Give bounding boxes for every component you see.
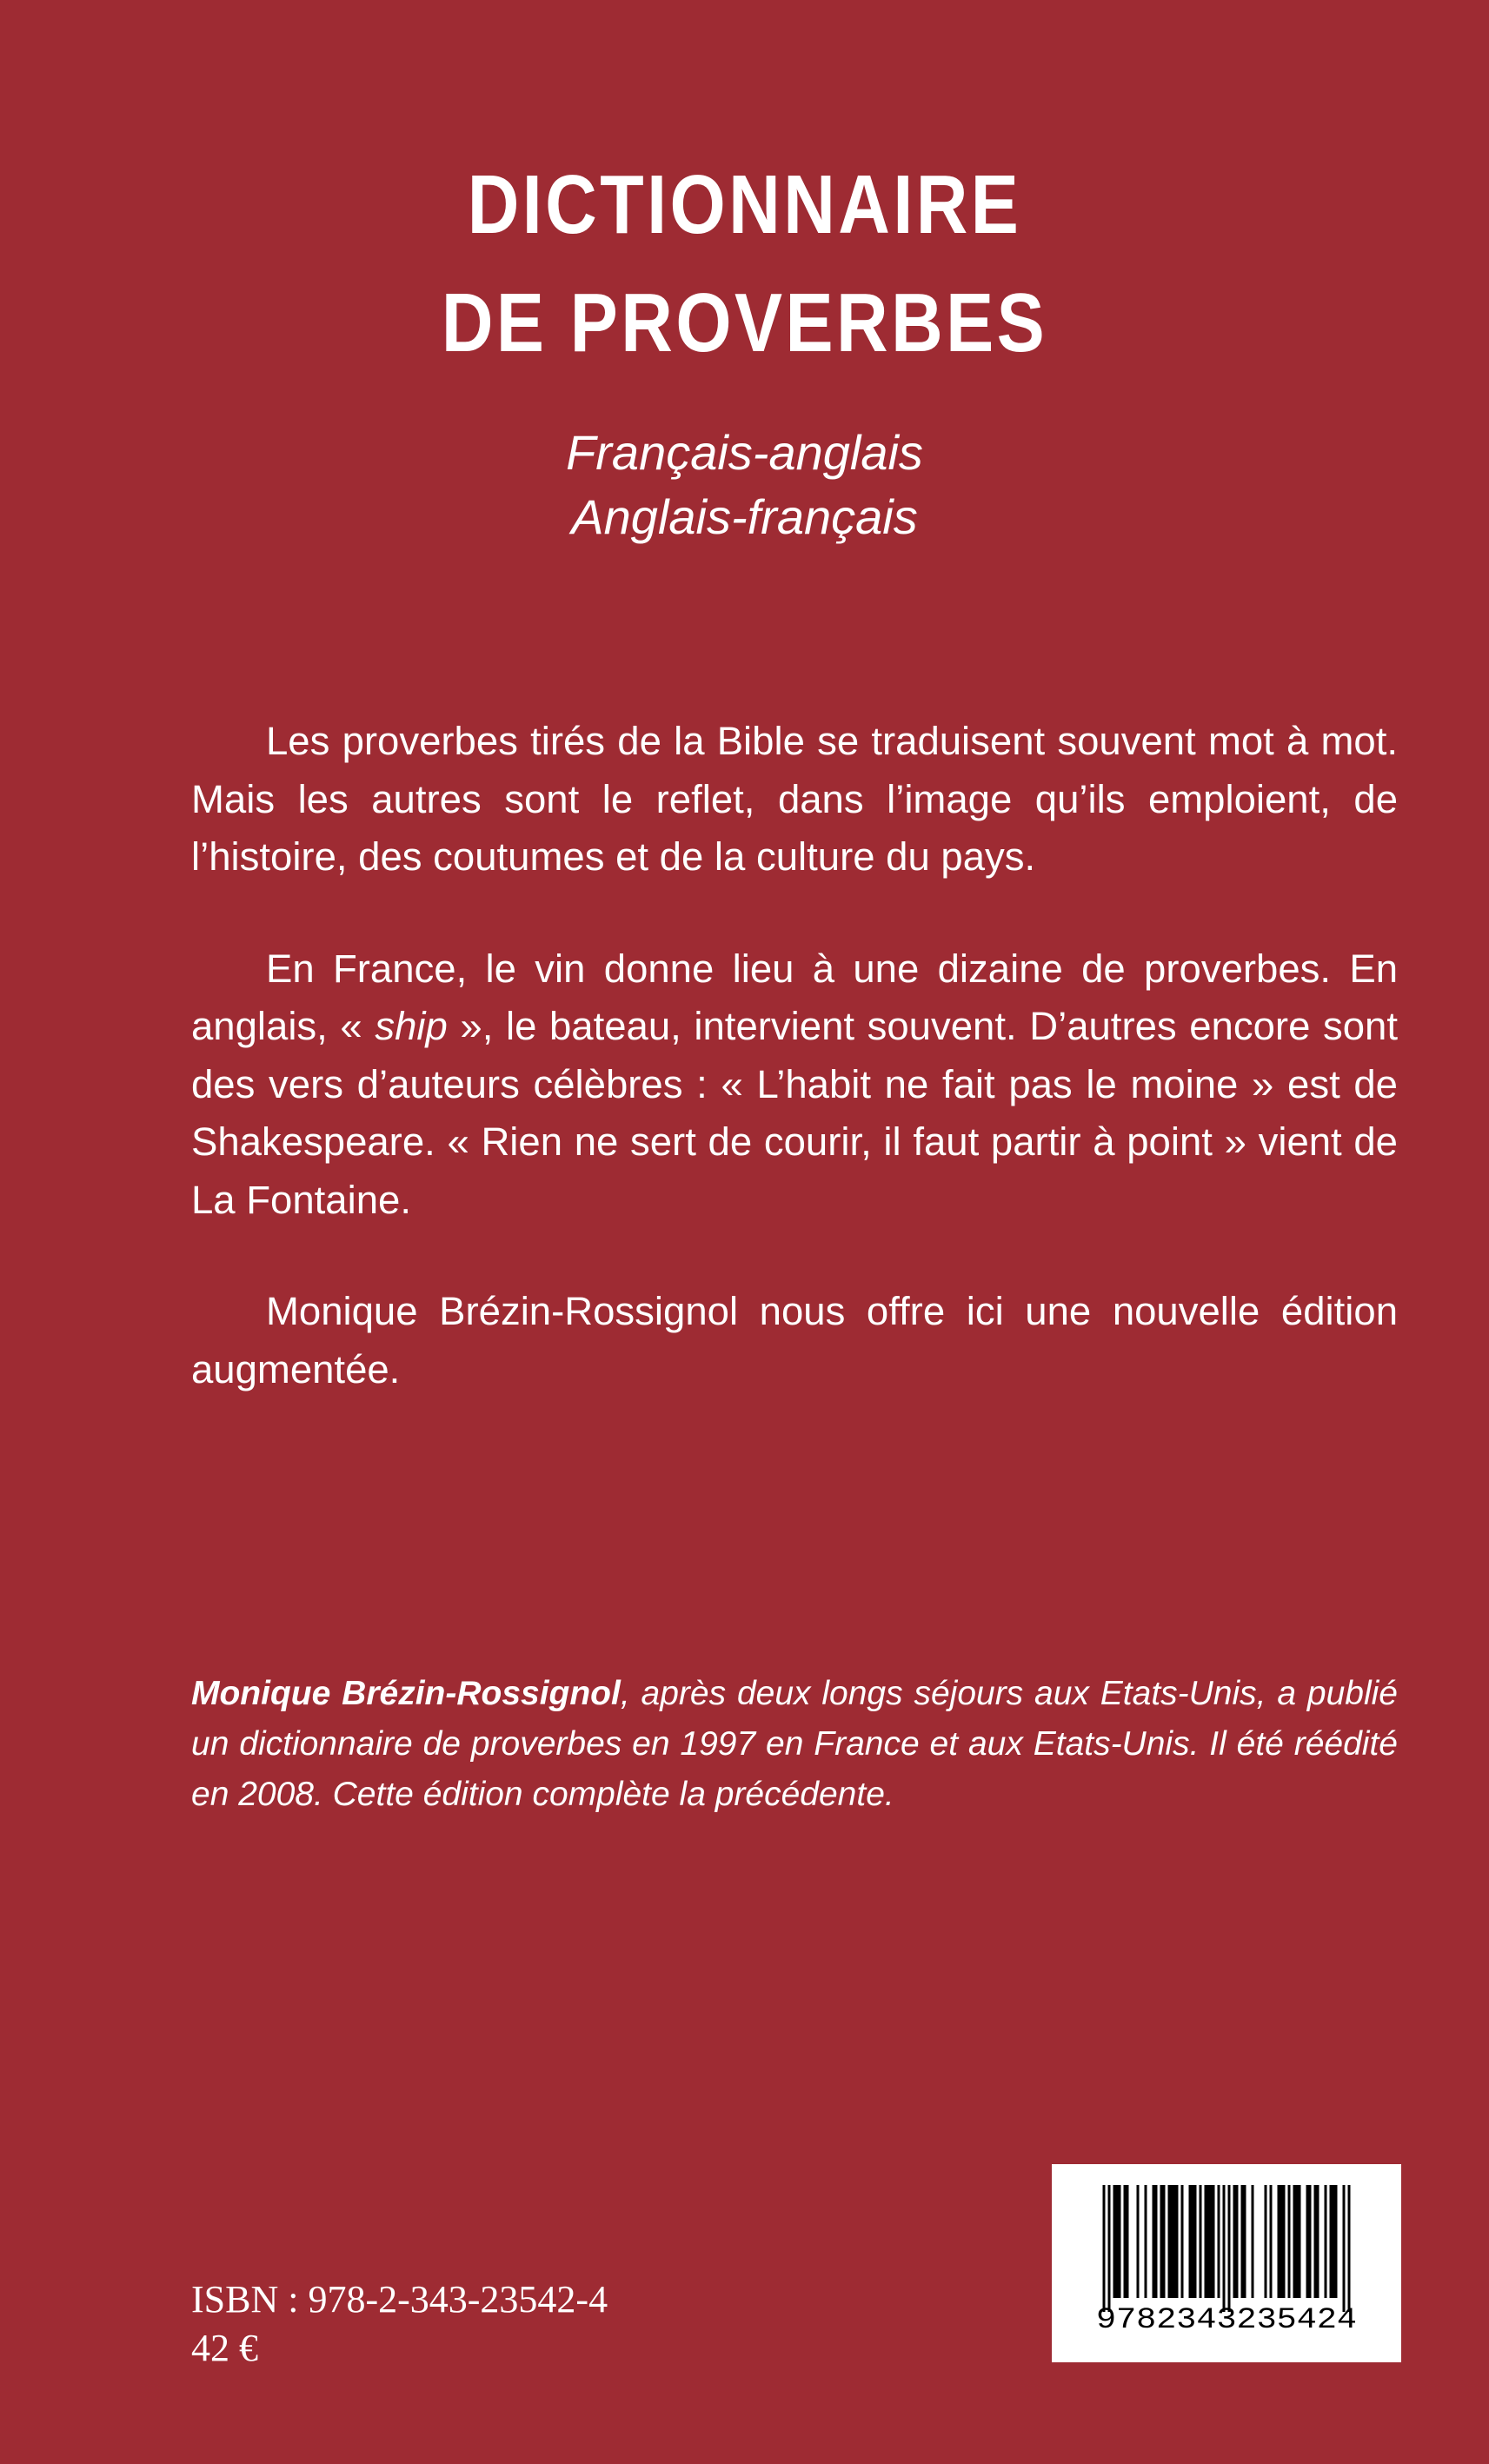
book-subtitle: [0, 421, 1489, 549]
barcode-bar: [1280, 2185, 1283, 2298]
barcode-bar: [1335, 2185, 1338, 2298]
barcode-bar: [1108, 2185, 1111, 2312]
barcode-bar: [1163, 2185, 1166, 2298]
barcode-bar: [1343, 2185, 1346, 2312]
barcode-graphic: [1052, 2164, 1401, 2362]
isbn-price-block: [191, 2275, 608, 2373]
barcode-bar: [1116, 2185, 1119, 2298]
barcode-bar: [1333, 2185, 1335, 2298]
barcode-bar: [1119, 2185, 1121, 2298]
barcode-bar: [1124, 2185, 1127, 2298]
barcode-bar: [1160, 2185, 1163, 2298]
barcode-bar: [1228, 2185, 1231, 2312]
barcode-bar: [1278, 2185, 1280, 2298]
barcode-bar: [1299, 2185, 1301, 2298]
barcode-bar: [1296, 2185, 1299, 2298]
barcode-bar: [1283, 2185, 1286, 2298]
description-paragraph-2-end: », le bateau, intervient souvent. D’autres encore sont des vers d’auteurs célèbres : « L’habit ne fait pas le moine » est de Shakespeare. « Rien ne sert de courir, il faut partir à point » vient de La Fontaine.: [191, 1004, 1398, 1222]
barcode-bar: [1314, 2185, 1317, 2298]
title-line-1: DICTIONNAIRE: [467, 158, 1022, 251]
description-paragraph-2: [191, 940, 1398, 1230]
barcode-bar: [1236, 2185, 1239, 2298]
description-paragraph-2-start: En France, le vin donne lieu à une dizaine de proverbes. En anglais, «: [191, 946, 1398, 1048]
barcode-bar: [1173, 2185, 1176, 2298]
barcode-bar: [1192, 2185, 1194, 2298]
barcode-bar: [1288, 2185, 1291, 2298]
barcode-bar: [1207, 2185, 1210, 2298]
barcode-bar: [1270, 2185, 1273, 2298]
description-paragraph-1: Les proverbes tirés de la Bible se traduisent souvent mot à mot. Mais les autres sont le reflet, dans l’image qu’ils emploient, de l’histoire, des coutumes et de la culture du pays.: [191, 719, 1398, 879]
barcode-bar: [1265, 2185, 1267, 2298]
barcode-bar: [1171, 2185, 1173, 2298]
barcode-bar: [1194, 2185, 1197, 2298]
barcode-bar: [1306, 2185, 1309, 2298]
barcode-bar: [1309, 2185, 1312, 2298]
barcode-bar: [1176, 2185, 1179, 2298]
subtitle-line-2: Anglais-français: [571, 489, 918, 544]
barcode-bar: [1153, 2185, 1155, 2298]
barcode-bar: [1200, 2185, 1202, 2298]
barcode-bar: [1218, 2185, 1220, 2298]
barcode-bar: [1317, 2185, 1319, 2298]
barcode-bar: [1241, 2185, 1244, 2298]
barcode-bars: [1103, 2185, 1351, 2312]
barcode-bar: [1233, 2185, 1236, 2298]
author-name: Monique Brézin-Rossignol: [191, 1675, 621, 1712]
ship-word: ship: [375, 1004, 448, 1048]
title-line-2: DE PROVERBES: [441, 276, 1048, 369]
barcode-bar: [1155, 2185, 1158, 2298]
description-paragraph-3: Monique Brézin-Rossignol nous offre ici une nouvelle édition augmentée.: [191, 1289, 1398, 1391]
barcode-bar: [1113, 2185, 1116, 2298]
barcode-bar: [1205, 2185, 1207, 2298]
barcode-bar: [1244, 2185, 1246, 2298]
subtitle-line-1: Français-anglais: [566, 425, 923, 480]
barcode-bar: [1103, 2185, 1106, 2312]
barcode-bar: [1189, 2185, 1192, 2298]
barcode-bar: [1181, 2185, 1184, 2298]
barcode-bar: [1168, 2185, 1171, 2298]
barcode-bar: [1348, 2185, 1351, 2312]
author-bio-text: , après deux longs séjours aux Etats-Unis, a publié un dictionnaire de proverbes en 1997 en France et aux Etats-Unis. Il été réédité en 2008. Cette édition complète la précédente.: [191, 1675, 1398, 1813]
price: 42 €: [191, 2327, 258, 2369]
barcode-bar: [1293, 2185, 1296, 2298]
barcode-bar: [1325, 2185, 1327, 2298]
author-bio: [191, 1669, 1398, 1820]
book-title: [104, 146, 1385, 382]
barcode-bar: [1210, 2185, 1213, 2298]
barcode: [1052, 2164, 1401, 2362]
barcode-bar: [1145, 2185, 1147, 2298]
barcode-bar: [1252, 2185, 1254, 2298]
description: [191, 713, 1398, 1452]
isbn: ISBN : 978-2-343-23542-4: [191, 2278, 608, 2321]
barcode-bar: [1330, 2185, 1333, 2298]
barcode-bar: [1127, 2185, 1129, 2298]
barcode-bar: [1137, 2185, 1140, 2298]
barcode-bar: [1223, 2185, 1226, 2312]
barcode-number: 9782343235424: [1096, 2304, 1357, 2337]
barcode-bar: [1213, 2185, 1215, 2298]
